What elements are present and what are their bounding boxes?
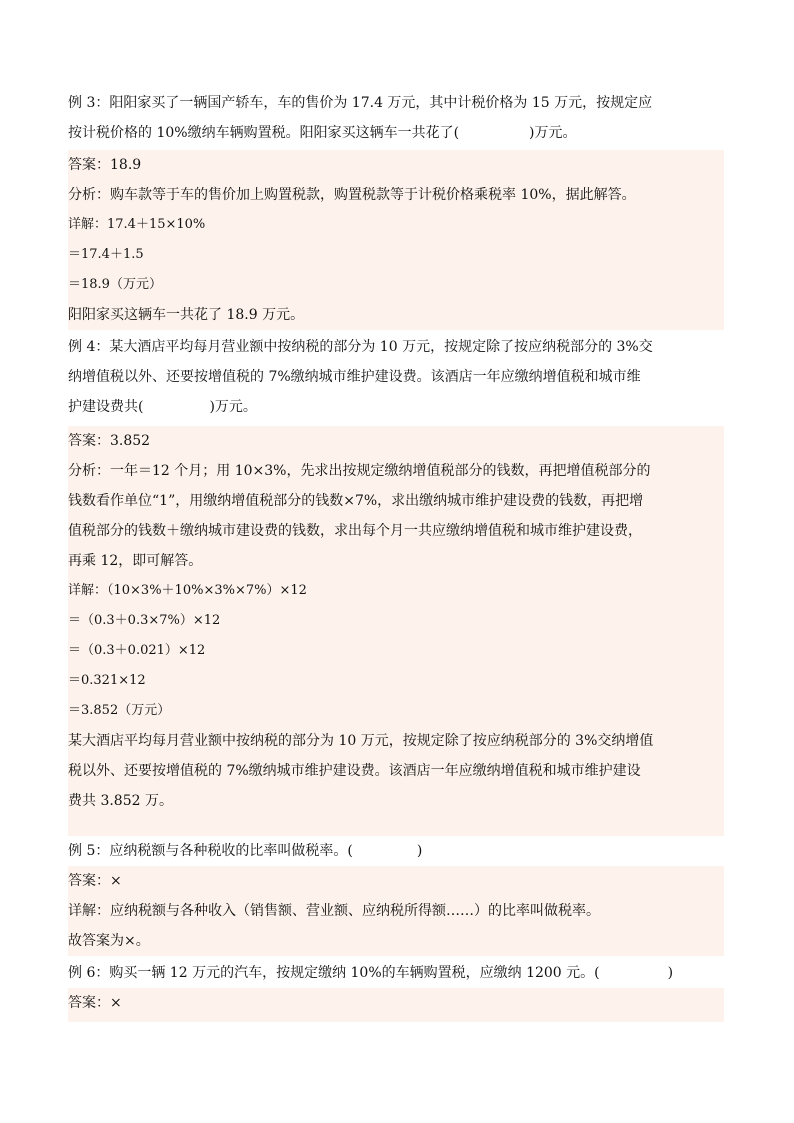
detail-line: 详解：（10×3%＋10%×3%×7%）×12 [68, 583, 307, 598]
answer-line: 答案：× [68, 995, 122, 1011]
analysis-line: 值税部分的钱数＋缴纳城市建设费的钱数，求出每个月一共应缴纳增值税和城市维护建设费， [68, 523, 642, 539]
answer-line: 答案：× [68, 873, 122, 889]
example-3-question [68, 88, 724, 148]
detail-line: ＝17.4＋1.5 [68, 247, 144, 262]
detail-line: 详解：应纳税额与各种收入（销售额、营业额、应纳税所得额……）的比率叫做税率。 [68, 903, 600, 919]
summary-line: 某大酒店平均每月营业额中按纳税的部分为 10 万元，按规定除了按应纳税部分的 3%交纳增值 [68, 733, 654, 749]
detail-line: 阳阳家买这辆车一共花了 18.9 万元。 [68, 307, 305, 323]
example-6-solution [68, 988, 724, 1022]
question-line: 例 4：某大酒店平均每月营业额中按纳税的部分为 10 万元，按规定除了按应纳税部分的 3%交 [68, 339, 653, 355]
question-line: 例 5：应纳税额与各种税收的比率叫做税率。( ) [68, 843, 423, 859]
detail-line: ＝18.9（万元） [68, 277, 162, 292]
answer-line: 答案：3.852 [68, 433, 151, 449]
detail-line: ＝（0.3＋0.021）×12 [68, 643, 206, 658]
answer-line: 答案：18.9 [68, 157, 142, 173]
detail-line: ＝0.321×12 [68, 673, 146, 688]
example-5-solution [68, 866, 724, 956]
question-line: 纳增值税以外、还要按增值税的 7%缴纳城市维护建设费。该酒店一年应缴纳增值税和城市维 [68, 369, 641, 385]
summary-line: 费共 3.852 万。 [68, 793, 173, 809]
question-line: 按计税价格的 10%缴纳车辆购置税。阳阳家买这辆车一共花了( )万元。 [68, 125, 577, 141]
example-4-solution [68, 426, 724, 836]
example-3-solution [68, 150, 724, 330]
analysis-line: 钱数看作单位“1”，用缴纳增值税部分的钱数×7%，求出缴纳城市维护建设费的钱数，再把增 [68, 493, 644, 509]
summary-line: 税以外、还要按增值税的 7%缴纳城市维护建设费。该酒店一年应缴纳增值税和城市维护建设 [68, 763, 641, 779]
question-line: 护建设费共( )万元。 [68, 399, 257, 415]
conclusion-line: 故答案为×。 [68, 933, 150, 949]
detail-line: ＝（0.3＋0.3×7%）×12 [68, 613, 221, 628]
analysis-line: 再乘 12，即可解答。 [68, 553, 203, 569]
example-4-question [68, 332, 724, 422]
analysis-line: 分析：一年＝12 个月；用 10×3%，先求出按规定缴纳增值税部分的钱数，再把增值税部分的 [68, 463, 651, 479]
question-line: 例 6：购买一辆 12 万元的汽车，按规定缴纳 10%的车辆购置税，应缴纳 1200 元。( ) [68, 965, 674, 981]
question-line: 例 3：阳阳家买了一辆国产轿车，车的售价为 17.4 万元，其中计税价格为 15 万元，按规定应 [68, 95, 653, 111]
example-6-question [68, 958, 724, 988]
detail-line: ＝3.852（万元） [68, 703, 171, 718]
example-5-question [68, 836, 724, 866]
analysis-line: 分析：购车款等于车的售价加上购置税款，购置税款等于计税价格乘税率 10%，据此解答。 [68, 187, 636, 203]
detail-line: 详解：17.4＋15×10% [68, 217, 206, 232]
